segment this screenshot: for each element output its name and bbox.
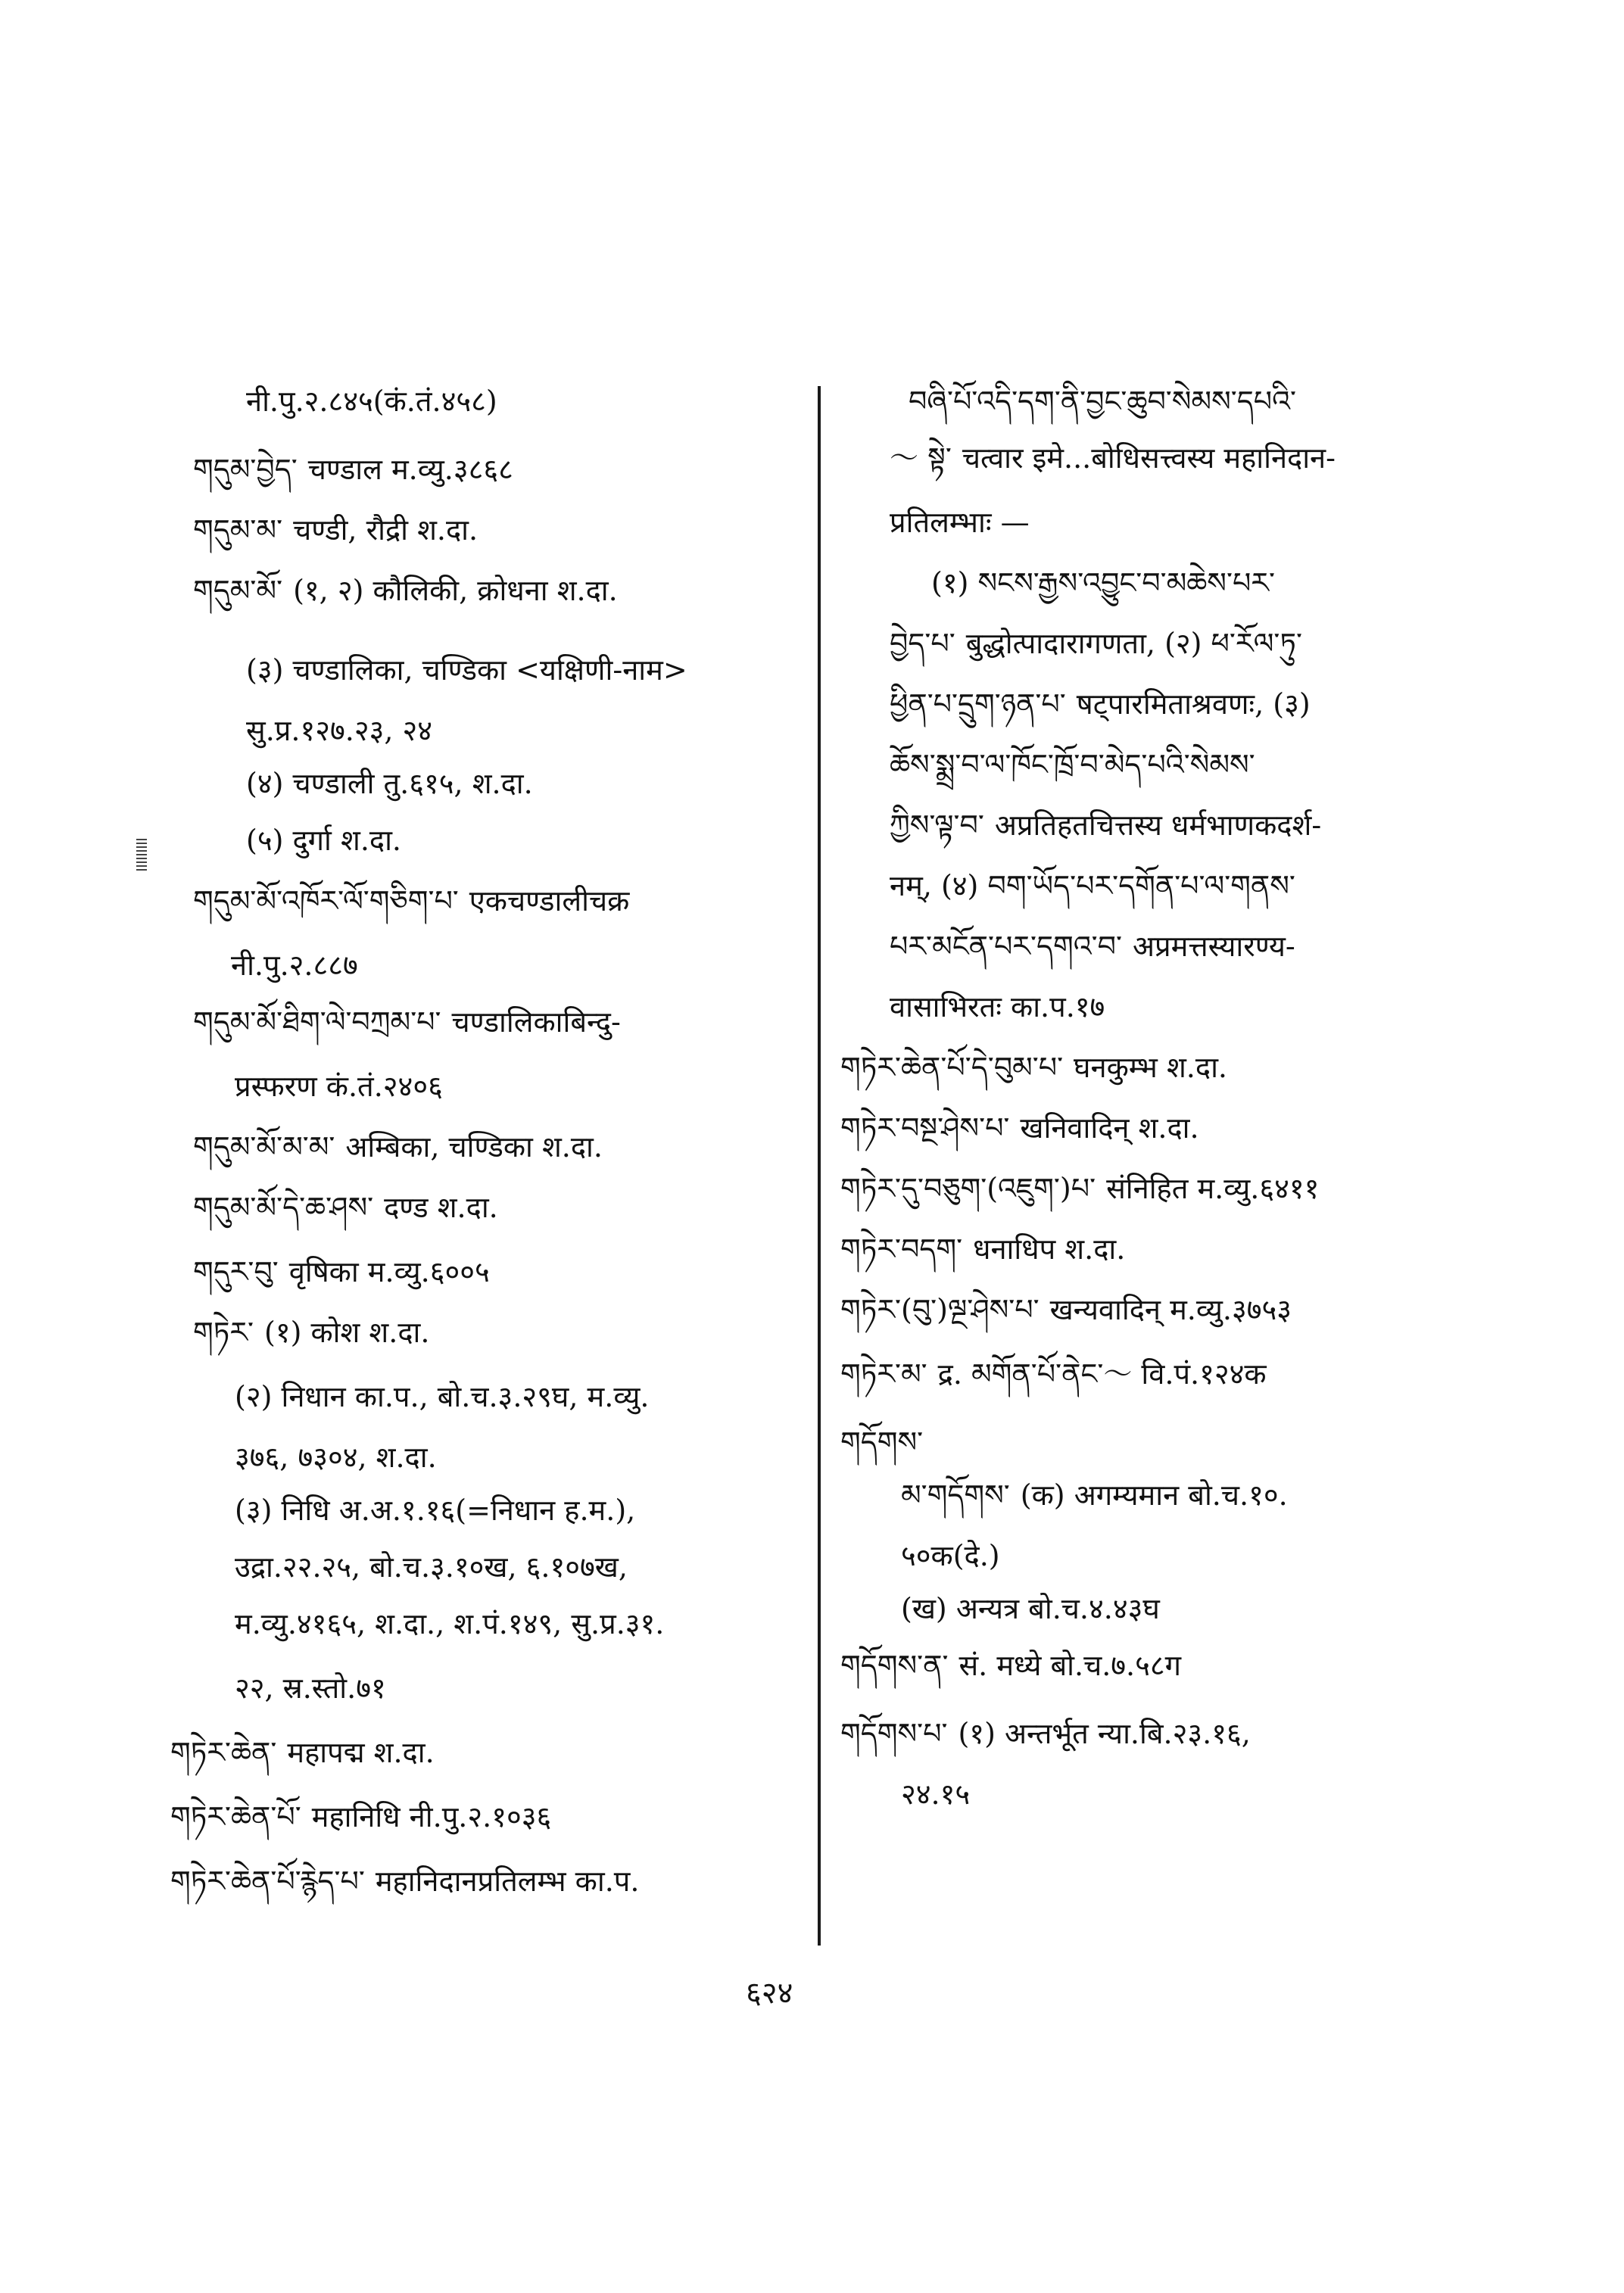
entry-line	[246, 765, 533, 802]
sanskrit-gloss: एकचण्डालीचक्र	[469, 884, 630, 918]
sanskrit-gloss: घनकुम्भ श.दा.	[1074, 1051, 1227, 1084]
tibetan-headword: གདུམ་མོ་	[193, 574, 283, 607]
entry-line	[840, 1423, 923, 1461]
sanskrit-gloss: महानिदानप्रतिलम्भ का.प.	[375, 1865, 640, 1898]
sanskrit-gloss: नी.पु.२.८८७	[231, 949, 358, 982]
entry-line	[235, 1491, 635, 1529]
entry-line	[246, 382, 497, 420]
entry-line	[170, 1734, 435, 1771]
sanskrit-gloss: सं. मध्ये बो.च.७.५८ग	[959, 1649, 1182, 1682]
entry-line	[235, 1438, 437, 1476]
entry-line	[890, 685, 1311, 723]
entry-line	[193, 1189, 498, 1226]
sanskrit-gloss: नी.पु.२.८४५(कं.तं.४५८)	[246, 385, 497, 418]
tibetan-headword: གདུམ་མོ་འཁོར་ལོ་གཅིག་པ་	[193, 884, 459, 918]
tibetan-headword: གདོགས་	[840, 1425, 924, 1459]
entry-line	[193, 1128, 603, 1166]
margin-mark	[136, 839, 147, 872]
sanskrit-gloss: (३) निधि अ.अ.१.१६(=निधान ह.म.),	[235, 1494, 636, 1527]
entry-line	[890, 988, 1105, 1026]
tibetan-headword: པར་མངོན་པར་དགའ་བ་	[890, 930, 1122, 963]
entry-line	[170, 1862, 639, 1900]
sanskrit-gloss: ३७६, ७३०४, श.दा.	[235, 1441, 437, 1474]
tibetan-headword: གཏེར་བདག་	[840, 1232, 963, 1266]
entry-line	[840, 1715, 1251, 1752]
tibetan-headword: གདུམ་མོ་ཐིག་ལེ་བཀྲམ་པ་	[193, 1005, 441, 1039]
entry-line	[246, 651, 687, 689]
tibetan-headword: ཕྱིན་པ་དྲུག་ཉན་པ་	[890, 687, 1066, 721]
page-number: ६२४	[746, 1976, 793, 2011]
sanskrit-gloss: संनिहित म.व्यु.६४११	[1106, 1172, 1320, 1205]
entry-line	[890, 927, 1295, 965]
entry-line	[901, 1590, 1160, 1628]
sanskrit-gloss: (३) चण्डालिका, चण्डिका <यक्षिणी-नाम>	[246, 653, 687, 687]
tibetan-headword: ཆོས་སྨྲ་བ་ལ་ཁོང་ཁྲོ་བ་མེད་པའི་སེམས་	[890, 748, 1255, 781]
entry-line	[840, 1291, 1292, 1329]
sanskrit-gloss: (ख) अन्यत्र बो.च.४.४३घ	[901, 1592, 1160, 1625]
entry-line	[193, 1253, 490, 1291]
sanskrit-gloss: (१) अन्तर्भूत न्या.बि.२३.१६,	[958, 1717, 1251, 1750]
entry-line	[901, 1775, 970, 1813]
entry-line	[931, 564, 1275, 602]
entry-line	[193, 450, 513, 488]
sanskrit-gloss: चण्डालिकाबिन्दु-	[451, 1005, 621, 1039]
entry-line	[246, 821, 401, 859]
sanskrit-gloss: खन्यवादिन् म.व्यु.३७५३	[1049, 1293, 1292, 1326]
sanskrit-gloss: म.व्यु.४१६५, श.दा., श.पं.१४९, सु.प्र.३१.	[235, 1607, 665, 1640]
tibetan-headword: གཏེར་མ་	[840, 1357, 927, 1391]
tibetan-headword: གཏེར་དུ་བཅུག་(འཇུག་)པ་	[840, 1172, 1096, 1205]
sanskrit-gloss: (१, २) कौलिकी, क्रोधना श.दा.	[293, 574, 618, 607]
entry-line	[193, 1003, 621, 1041]
sanskrit-gloss: ५०क(दे.)	[901, 1539, 1000, 1572]
sanskrit-gloss: (५) दुर्गा श.दा.	[246, 824, 402, 857]
sanskrit-gloss: अप्रतिहतचित्तस्य धर्मभाणकदर्श-	[994, 808, 1322, 842]
tibetan-headword: གདོགས་པ་	[840, 1717, 948, 1750]
entry-line	[235, 1067, 443, 1105]
entry-line	[193, 882, 629, 920]
entry-line	[901, 1476, 1288, 1514]
entry-line	[840, 1230, 1125, 1268]
tibetan-headword: བཞི་པོ་འདི་དག་ནི་བྱང་ཆུབ་སེམས་དཔའི་	[909, 385, 1297, 418]
tibetan-headword: གདུམ་མོ་མ་མ་	[193, 1130, 335, 1164]
sanskrit-gloss: चण्डी, रौद्री श.दा.	[293, 513, 478, 547]
sanskrit-gloss: (४) चण्डाली तु.६१५, श.दा.	[246, 767, 533, 800]
sanskrit-gloss: प्रस्फरण कं.तं.२४०६	[235, 1070, 443, 1103]
sanskrit-gloss: वासाभिरतः का.प.१७	[890, 990, 1105, 1023]
column-divider	[818, 386, 821, 1946]
entry-line	[890, 806, 1321, 844]
sanskrit-gloss: २४.१५	[901, 1777, 971, 1811]
sanskrit-gloss: बुद्धोत्पादारागणता, (२) ཕ་རོལ་ཏུ་	[965, 627, 1302, 660]
sanskrit-gloss: द्र. མགོན་པོ་ནེང་～ वि.पं.१२४क	[937, 1357, 1267, 1391]
tibetan-headword: གདུམ་བྱེད་	[193, 453, 298, 486]
tibetan-headword: གཏེར་(བུ་)ལྔ་ཤེས་པ་	[840, 1293, 1040, 1326]
tibetan-headword: བྱེད་པ་	[890, 627, 955, 660]
entry-line	[890, 625, 1302, 662]
sanskrit-gloss: २२, स्र.स्तो.७१	[235, 1671, 386, 1705]
sanskrit-gloss: खनिवादिन् श.दा.	[1020, 1111, 1199, 1145]
entry-line	[890, 439, 1336, 477]
entry-line	[235, 1548, 628, 1586]
sanskrit-gloss: प्रतिलम्भाः —	[890, 506, 1030, 539]
sanskrit-gloss: सु.प्र.१२७.२३, २४	[246, 714, 433, 747]
entry-line	[909, 382, 1296, 420]
entry-line	[235, 1605, 664, 1643]
sanskrit-gloss: नम्, (४) བག་ཡོད་པར་དགོན་པ་ལ་གནས་	[890, 869, 1295, 902]
tibetan-headword: གཏེར་ཆེན་པོ་རྙེད་པ་	[170, 1865, 365, 1898]
tibetan-headword: ཀྱིས་ལྟ་བ་	[890, 808, 984, 842]
sanskrit-gloss: दण्ड श.दा.	[384, 1191, 498, 1224]
entry-line	[193, 511, 478, 549]
entry-line	[840, 1355, 1267, 1393]
sanskrit-gloss: (१) कोश श.दा.	[264, 1316, 430, 1349]
sanskrit-gloss: (क) अगम्यमान बो.च.१०.	[1020, 1478, 1288, 1512]
entry-line	[840, 1170, 1319, 1207]
entry-line	[193, 1313, 429, 1351]
entry-line	[890, 503, 1030, 541]
tibetan-headword: གདོགས་ན་	[840, 1649, 949, 1682]
sanskrit-gloss: अप्रमत्तस्यारण्य-	[1132, 930, 1295, 963]
entry-line	[890, 746, 1255, 784]
tibetan-headword: གཏེར་ཆེན་	[170, 1736, 277, 1769]
tibetan-headword: ～ སྟེ་	[890, 441, 952, 475]
sanskrit-gloss: महापद्म श.दा.	[287, 1736, 435, 1769]
sanskrit-gloss: उद्रा.२२.२५, बो.च.३.१०ख, ६.१०७ख,	[235, 1550, 628, 1584]
entry-line	[890, 867, 1295, 905]
entry-line	[231, 946, 358, 984]
entry-line	[840, 1048, 1227, 1086]
sanskrit-gloss: षट्पारमिताश्रवणः, (३)	[1076, 687, 1311, 721]
sanskrit-gloss: वृषिका म.व्यु.६००५	[288, 1255, 490, 1288]
entry-line	[170, 1798, 551, 1836]
tibetan-headword: གདུམ་མོ་དེ་ཆ་ཤས་	[193, 1191, 374, 1224]
entry-line	[235, 1378, 649, 1416]
sanskrit-gloss: चण्डाल म.व्यु.३८६८	[307, 453, 513, 486]
sanskrit-gloss: (१) སངས་རྒྱས་འབྱུང་བ་མཆེས་པར་	[931, 566, 1275, 600]
tibetan-headword: གདུར་བུ་	[193, 1255, 279, 1288]
entry-line	[235, 1669, 386, 1707]
sanskrit-gloss: धनाधिप श.दा.	[973, 1232, 1126, 1266]
entry-line	[901, 1537, 1000, 1575]
entry-line	[840, 1109, 1199, 1147]
sanskrit-gloss: (२) निधान का.प., बो.च.३.२९घ, म.व्यु.	[235, 1380, 650, 1413]
entry-line	[246, 712, 432, 749]
sanskrit-gloss: महानिधि नी.पु.२.१०३६	[311, 1800, 552, 1833]
tibetan-headword: གཏེར་བསྔ་ཤེས་པ་	[840, 1111, 1010, 1145]
tibetan-headword: གཏེར་	[193, 1316, 254, 1349]
tibetan-headword: གདུམ་མ་	[193, 513, 283, 547]
tibetan-headword: མ་གདོགས་	[901, 1478, 1010, 1512]
sanskrit-gloss: अम्बिका, चण्डिका श.दा.	[345, 1130, 603, 1164]
sanskrit-gloss: चत्वार इमे...बोधिसत्त्वस्य महानिदान-	[962, 441, 1336, 475]
tibetan-headword: གཏེར་ཆེན་པོ་	[170, 1800, 301, 1833]
tibetan-headword: གཏེར་ཆེན་པོ་དེ་བུམ་པ་	[840, 1051, 1064, 1084]
entry-line	[840, 1647, 1181, 1684]
entry-line	[193, 572, 618, 609]
